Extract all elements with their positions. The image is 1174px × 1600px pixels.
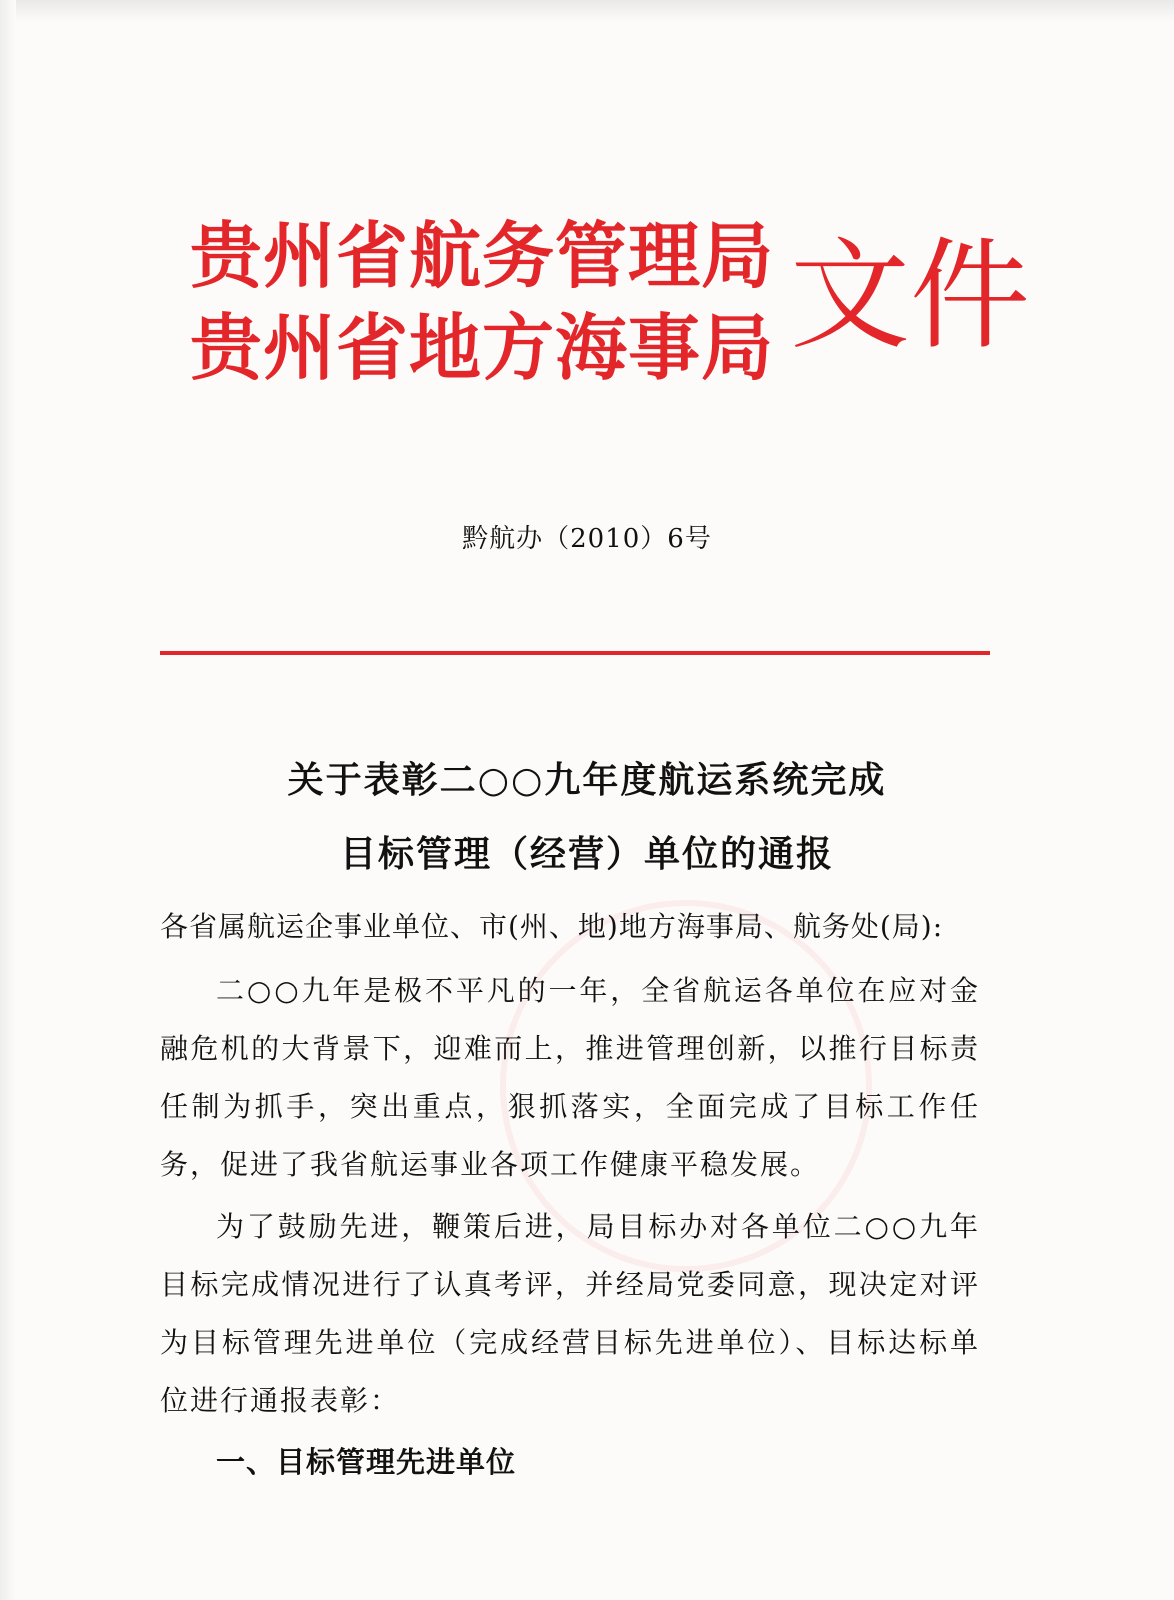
letterhead-issuers: [190, 210, 774, 394]
document-title-line-2: 目标管理（经营）单位的通报: [339, 834, 834, 875]
document-title-line-1: 关于表彰二○○九年度航运系统完成: [287, 760, 887, 801]
issuer-line-1: 贵州省航务管理局: [190, 214, 775, 298]
section-heading-1: 一、目标管理先进单位: [216, 1445, 517, 1479]
issuer-line-2: 贵州省地方海事局: [190, 306, 775, 390]
document-number: 黔航办（2010）6号: [462, 524, 712, 554]
scan-edge-top: [0, 0, 1174, 22]
red-separator-line: [160, 651, 990, 655]
letterhead-document-word: 文件: [790, 227, 1030, 366]
body-paragraph-1: 二○○九年是极不平凡的一年，全省航运各单位在应对金融危机的大背景下，迎难而上，推进管理创新，以推行目标责任制为抓手，突出重点，狠抓落实，全面完成了目标工作任务，促进了我省航运事业各项工作健康平稳发展。: [160, 974, 980, 1181]
body-paragraph-2: 为了鼓励先进，鞭策后进，局目标办对各单位二○○九年目标完成情况进行了认真考评，并经局党委同意，现决定对评为目标管理先进单位（完成经营目标先进单位）、目标达标单位进行通报表彰：: [160, 1210, 980, 1417]
salutation: 各省属航运企事业单位、市(州、地)地方海事局、航务处(局):: [160, 910, 944, 943]
